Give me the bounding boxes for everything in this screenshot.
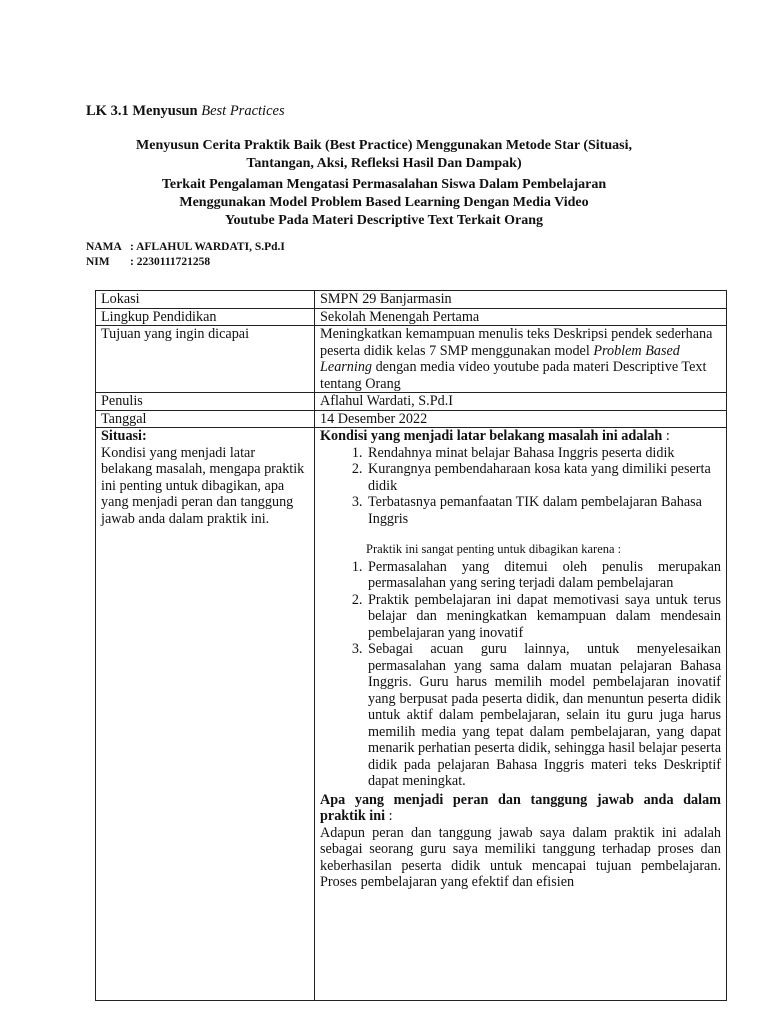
penting-intro: Praktik ini sangat penting untuk dibagikan karena : bbox=[366, 542, 622, 556]
kondisi-colon: : bbox=[662, 428, 670, 444]
situasi-label-cell bbox=[96, 428, 315, 1001]
list-item: 3. Sebagai acuan guru lainnya, untuk menyelesaikan permasalahan yang sama dalam muatan pelajaran Bahasa Inggris. Guru harus memilih model pembelajaran inovatif yang berpusat pada peserta didik, dan menuntun peserta didik untuk aktif dalam pembelajaran, selain itu guru juga harus memilih media yang tepat dalam pembelajaran, yang dapat menarik perhatian peserta didik, sehingga hasil belajar peserta didik pada pelajaran Bahasa Inggris materi teks Deskriptif dapat meningkat. bbox=[366, 641, 721, 790]
nim-label: NIM bbox=[86, 256, 110, 268]
tanggal-value: 14 Desember 2022 bbox=[315, 410, 727, 428]
tujuan-text-a: Meningkatkan kemampuan menulis teks Deskripsi pendek sederhana peserta didik kelas 7 SMP menggunakan model bbox=[320, 326, 713, 359]
worksheet-heading-italic: Best Practices bbox=[201, 103, 285, 119]
title-line: Youtube Pada Materi Descriptive Text Terkait Orang bbox=[224, 213, 544, 228]
nama-row bbox=[86, 240, 285, 255]
nama-label: NAMA bbox=[86, 241, 122, 253]
lokasi-label: Lokasi bbox=[96, 291, 315, 309]
kondisi-list bbox=[320, 445, 721, 528]
worksheet-heading bbox=[86, 103, 285, 120]
list-item: 2. Praktik pembelajaran ini dapat memotivasi saya untuk terus belajar dan meningkatkan kemampuan dalam mendesain pembelajaran yang inovatif bbox=[366, 592, 721, 642]
penulis-label: Penulis bbox=[96, 393, 315, 411]
author-identity bbox=[86, 240, 285, 270]
table-row bbox=[96, 326, 727, 393]
table-row bbox=[96, 308, 727, 326]
tujuan-text-b: dengan media video youtube pada materi Descriptive Text tentang Orang bbox=[320, 359, 707, 392]
table-row bbox=[96, 410, 727, 428]
table-row bbox=[96, 291, 727, 309]
list-item: 1. Rendahnya minat belajar Bahasa Inggris peserta didik bbox=[366, 445, 721, 462]
tanggal-label: Tanggal bbox=[96, 410, 315, 428]
kondisi-heading-line bbox=[320, 428, 721, 445]
tujuan-label: Tujuan yang ingin dicapai bbox=[96, 326, 315, 393]
lingkup-label: Lingkup Pendidikan bbox=[96, 308, 315, 326]
lokasi-value: SMPN 29 Banjarmasin bbox=[315, 291, 727, 309]
table-row bbox=[96, 393, 727, 411]
title-line: Menggunakan Model Problem Based Learning Dengan Media Video bbox=[179, 195, 589, 210]
tujuan-text-italic: Problem Based Learning bbox=[320, 342, 680, 375]
list-item: 2. Kurangnya pembendaharaan kosa kata yang dimiliki peserta didik bbox=[366, 461, 721, 494]
list-item: 3. Terbatasnya pemanfaatan TIK dalam pembelajaran Bahasa Inggris bbox=[366, 494, 721, 527]
tujuan-value bbox=[315, 326, 727, 393]
list-item: 1. Permasalahan yang ditemui oleh penulis merupakan permasalahan yang sering terjadi dalam pembelajaran bbox=[366, 559, 721, 592]
lingkup-value: Sekolah Menengah Pertama bbox=[315, 308, 727, 326]
peran-heading: Apa yang menjadi peran dan tanggung jawab anda dalam praktik ini bbox=[320, 791, 721, 824]
situasi-content-cell bbox=[315, 428, 727, 1001]
title-line: Terkait Pengalaman Mengatasi Permasalahan Siswa Dalam Pembelajaran bbox=[161, 177, 607, 192]
nim-value: : 2230111721258 bbox=[130, 256, 211, 268]
nama-value: : AFLAHUL WARDATI, S.Pd.I bbox=[130, 241, 285, 253]
title-line: Tantangan, Aksi, Refleksi Hasil Dan Dampak) bbox=[246, 156, 522, 171]
worksheet-heading-prefix: LK 3.1 Menyusun bbox=[86, 103, 198, 119]
peran-heading-line bbox=[320, 792, 721, 825]
best-practice-table bbox=[95, 290, 727, 1001]
situasi-description: Kondisi yang menjadi latar belakang masalah, mengapa praktik ini penting untuk dibagikan, apa yang menjadi peran dan tanggung jawab anda dalam praktik ini. bbox=[101, 444, 305, 527]
peran-text: Adapun peran dan tanggung jawab saya dalam praktik ini adalah sebagai seorang guru saya memiliki tanggung terhadap proses dan keberhasilan peserta didik untuk mencapai tujuan pembelajaran. Proses pembelajaran yang efektif dan efisien bbox=[320, 824, 721, 890]
penting-list bbox=[320, 559, 721, 790]
situasi-label: Situasi: bbox=[101, 428, 147, 444]
table-row bbox=[96, 428, 727, 1001]
document-title bbox=[80, 137, 688, 230]
nim-row bbox=[86, 255, 285, 270]
kondisi-heading: Kondisi yang menjadi latar belakang masalah ini adalah bbox=[320, 428, 663, 444]
peran-colon: : bbox=[385, 808, 393, 824]
title-line: Menyusun Cerita Praktik Baik (Best Practice) Menggunakan Metode Star (Situasi, bbox=[136, 138, 632, 153]
penulis-value: Aflahul Wardati, S.Pd.I bbox=[315, 393, 727, 411]
